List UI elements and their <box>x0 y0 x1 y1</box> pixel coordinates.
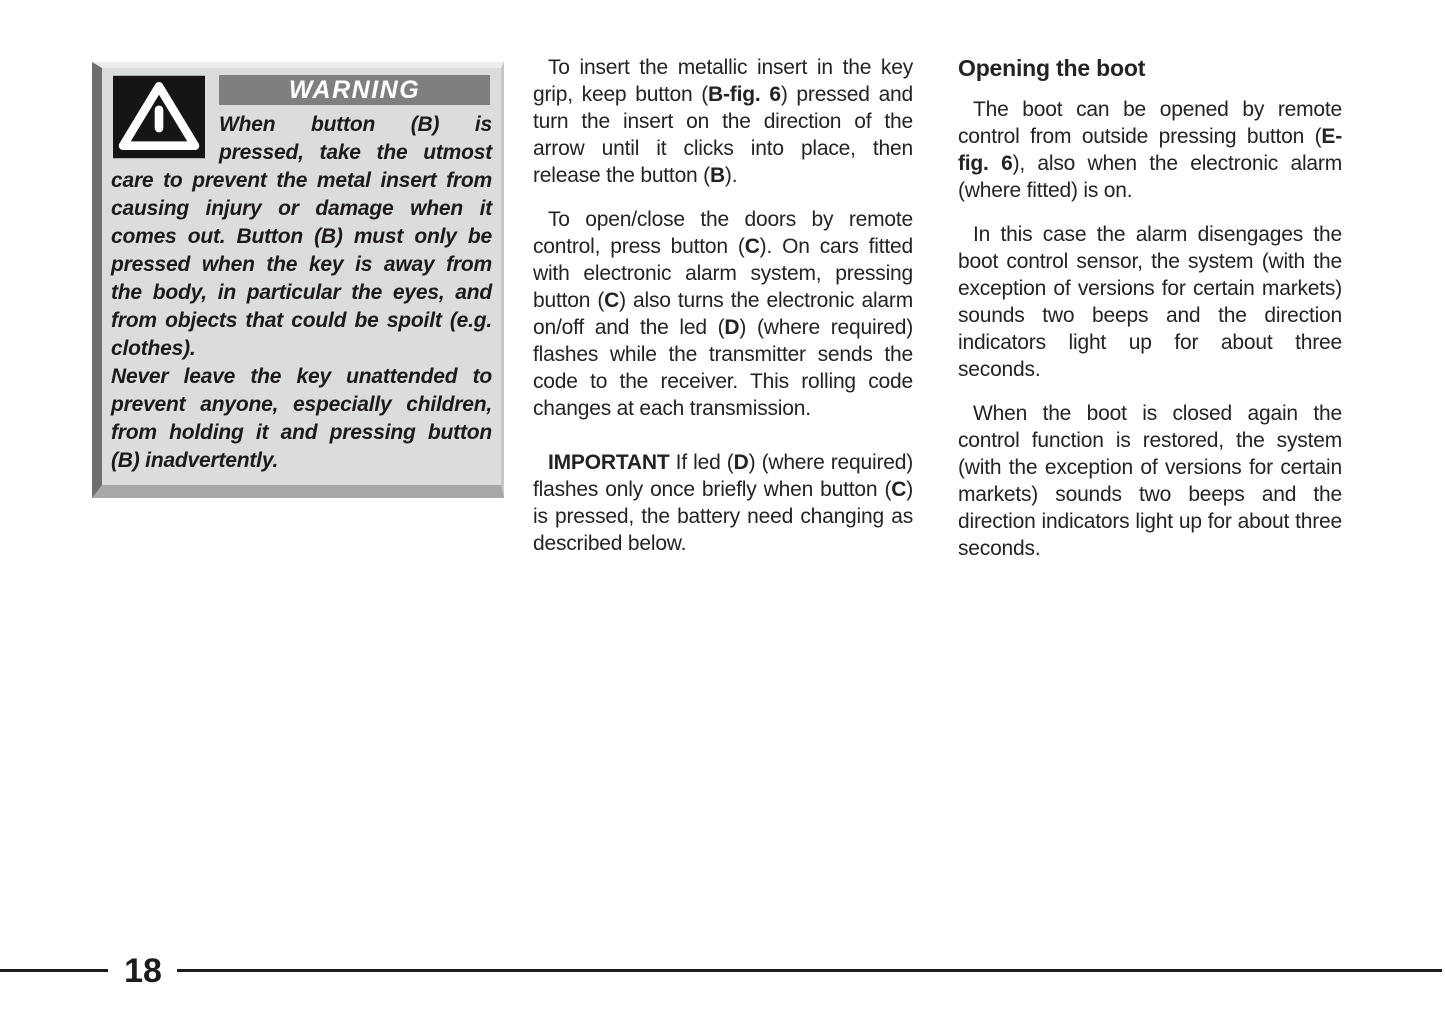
page-number: 18 <box>124 952 162 990</box>
paragraph-important-note: IMPORTANT If led (D) (where required) flashes only once briefly when button (C) is pressed, the battery need changing as described below. <box>533 451 914 555</box>
paragraph-open-close-doors: To open/close the doors by remote control, press button (C). On cars fitted with electronic alarm system, pressing button (C) also turns the electronic alarm on/off and the led (D) (where required) flashes while the transmitter sends the code to the receiver. This rolling code changes at each transmission. <box>533 208 913 420</box>
warning-triangle-icon <box>113 75 205 159</box>
paragraph-alarm-disengage: In this case the alarm disengages the boot control sensor, the system (with the exception of versions for certain markets) sounds two beeps and the direction indicators light up for about three seconds. <box>958 223 1342 381</box>
warning-paragraph: When button (B) is pressed, take the utmost care to prevent the metal insert from causing injury or damage when it comes out. Button (B) must only be pressed when the key is away from the body, in particular the eyes, and from objects that could be spoilt (e.g. clothes). <box>111 113 492 360</box>
paragraph-boot-closed: When the boot is closed again the control function is restored, the system (with the exception of versions for certain markets) sounds two beeps and the direction indicators light up for about three seconds. <box>958 402 1342 560</box>
paragraph-insert-key: To insert the metallic insert in the key grip, keep button (B-fig. 6) pressed and turn the insert on the direction of the arrow until it clicks into place, then release the button (B). <box>533 56 914 187</box>
paragraph-boot-remote: The boot can be opened by remote control from outside pressing button (E-fig. 6), also when the electronic alarm (where fitted) is on. <box>958 98 1342 202</box>
section-heading-opening-the-boot: Opening the boot <box>958 55 1146 81</box>
warning-panel <box>92 62 504 498</box>
column-middle <box>533 54 913 574</box>
warning-header-label: WARNING <box>288 76 421 104</box>
footer-rule-right <box>177 969 1442 972</box>
warning-header-bar <box>219 75 490 105</box>
warning-paragraph: Never leave the key unattended to prevent anyone, especially children, from holding it and pressing button (B) inadvertently. <box>111 365 492 472</box>
footer-rule-left <box>0 969 108 972</box>
column-right <box>958 54 1342 579</box>
